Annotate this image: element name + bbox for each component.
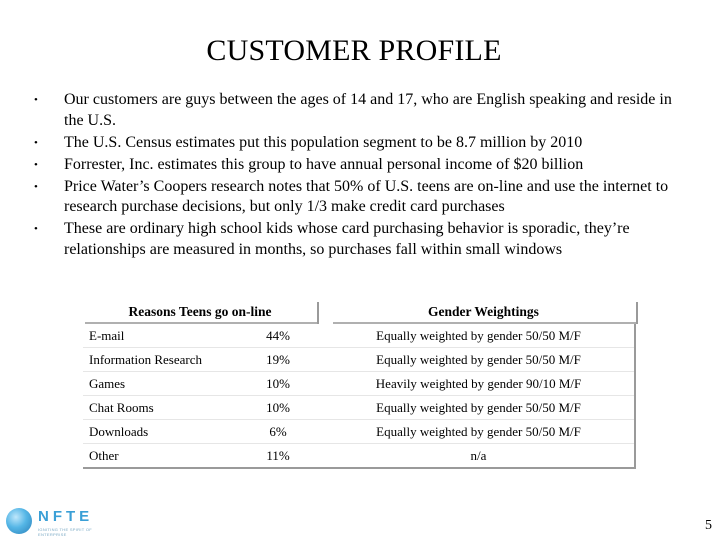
percent-cell: 10% — [233, 396, 323, 420]
bullet-list — [34, 90, 694, 262]
logo-tagline: IGNITING THE SPIRIT OF ENTERPRISE — [38, 527, 93, 537]
nfte-logo — [6, 505, 98, 537]
percent-cell: 6% — [233, 420, 323, 444]
reason-cell: Other — [83, 444, 233, 469]
table-row — [83, 348, 635, 372]
table-row — [83, 324, 635, 348]
bullet-text: Price Water’s Coopers research notes that 50% of U.S. teens are on-line and use the internet to research purchase decisions, but only 1/3 make credit card purchases — [64, 177, 669, 215]
bullet-item — [34, 219, 694, 260]
percent-cell: 44% — [233, 324, 323, 348]
bullet-item — [34, 90, 694, 131]
bullet-text: The U.S. Census estimates put this population segment to be 8.7 million by 2010 — [64, 133, 583, 151]
percent-cell: 11% — [233, 444, 323, 469]
header-gender-weightings: Gender Weightings — [331, 300, 636, 322]
weighting-cell: Equally weighted by gender 50/50 M/F — [323, 420, 635, 444]
page-number: 5 — [705, 518, 712, 533]
slide-title: CUSTOMER PROFILE — [206, 34, 502, 67]
bullet-icon: • — [34, 136, 38, 149]
bullet-item — [34, 177, 694, 218]
bullet-text: Forrester, Inc. estimates this group to have annual personal income of $20 billion — [64, 155, 584, 173]
weighting-cell: Equally weighted by gender 50/50 M/F — [323, 396, 635, 420]
globe-icon — [6, 508, 32, 534]
bullet-text: Our customers are guys between the ages of 14 and 17, who are English speaking and reside in the U.S. — [64, 91, 672, 129]
weighting-cell: n/a — [323, 444, 635, 469]
percent-cell: 19% — [233, 348, 323, 372]
bullet-icon: • — [34, 158, 38, 171]
reason-cell: E-mail — [83, 324, 233, 348]
table-row — [83, 444, 635, 469]
data-table — [83, 324, 636, 469]
bullet-icon: • — [34, 94, 38, 106]
table-header — [83, 300, 636, 322]
table-row — [83, 420, 635, 444]
bullet-item — [34, 155, 694, 176]
header-reasons: Reasons Teens go on-line — [83, 300, 317, 322]
reason-cell: Downloads — [83, 420, 233, 444]
logo-wordmark: NFTE — [38, 508, 94, 525]
reason-cell: Chat Rooms — [83, 396, 233, 420]
percent-cell: 10% — [233, 372, 323, 396]
bullet-text: These are ordinary high school kids whose card purchasing behavior is sporadic, they’re relationships are measured in months, so purchases fall within small windows — [64, 220, 630, 258]
reason-cell: Information Research — [83, 348, 233, 372]
table-row — [83, 372, 635, 396]
reason-cell: Games — [83, 372, 233, 396]
weighting-cell: Heavily weighted by gender 90/10 M/F — [323, 372, 635, 396]
bullet-icon: • — [34, 180, 38, 193]
bullet-icon: • — [34, 223, 38, 235]
weighting-cell: Equally weighted by gender 50/50 M/F — [323, 348, 635, 372]
weighting-cell: Equally weighted by gender 50/50 M/F — [323, 324, 635, 348]
table-row — [83, 396, 635, 420]
reasons-table — [83, 300, 636, 469]
bullet-item — [34, 133, 694, 154]
